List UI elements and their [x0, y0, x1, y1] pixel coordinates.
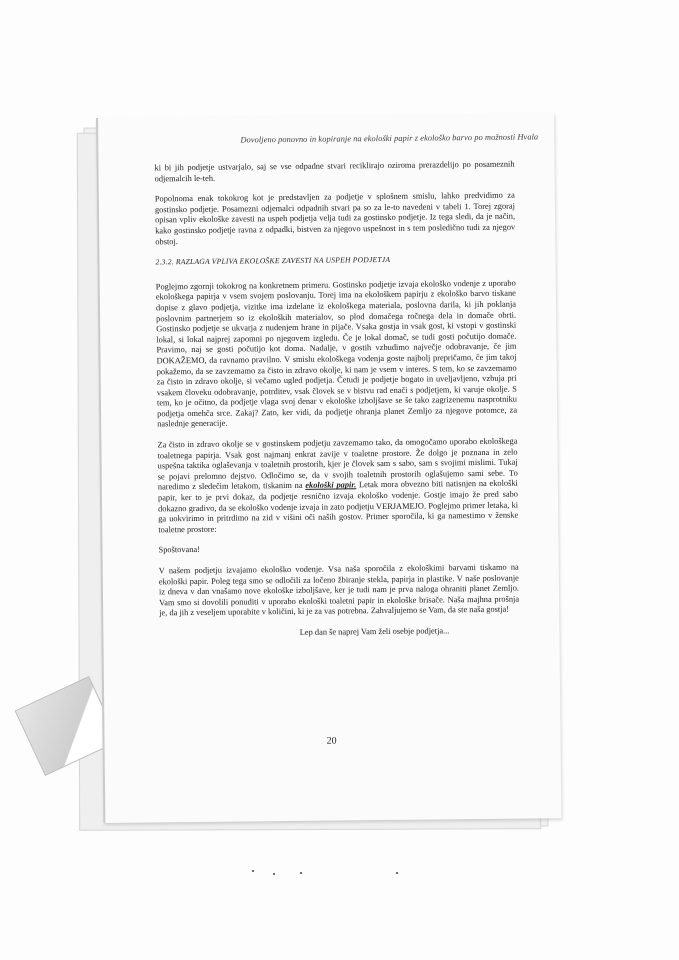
letter-body: V našem podjetju izvajamo ekološko vodenje. Vsa naša sporočila z ekološkimi barvami tiskamo na ekološki papir. Poleg tega smo se odločili za ločeno žbiranje stekla, papirja in plastike. V naše poslovanje iz dneva v dan vnašamo nove ekološke izboljšave, ker je tudi nam je prva naloga ohraniti planet Zemljo. Vam smo si dovolili ponuditi v uporabo ekološki toaletni papir in ekološke brisače. Naša majhna prošnja je, da jih z veseljem uporabite v količini, ki je za vas potrebna. Zahvaljujemo se Vam, da ste naša gostja!: [158, 562, 520, 618]
paragraph: Poglejmo zgornji tokokrog na konkretnem primeru. Gostinsko podjetje izvaja ekološko vodenje z uporabo ekološkega papirja v vsem svojem poslovanju. Torej ima na ekološkem papirju z ekološko barvo tiskane dopise z glavo podjetja, vizitke ima izdelane iz ekološkega materiala, poslovna darila, ki jih poklanja poslovnim partnerjem so iz ekoloških materialov, so plod domačega ročnega dela in domače obrti. Gostinsko podjetje se ukvarja z nudenjem hrane in pijače. Vsaka gostja in vsak gost, ki vstopi v gostinski lokal, si lokal najprej zapomni po njegovem izgledu. Če je lokal domač, se tudi gosti počutijo domače. Pravimo, naj se gosti počutijo kot doma. Nadalje, v gostih vzbudimo največje odobravanje, če jim DOKAŽEMO, da ravnamo pravilno. V smislu ekološkega vodenja goste najbolj prepričamo, če jim takoj pokažemo, da se zavzemamo za čisto in zdravo okolje, ki nam je vsem v interes. S tem, ko se zavzemamo za čisto in zdravo okolje, si večamo ugled podjetja. Četudi je podjetje bogato in uveljavljeno, vzbuja pri vsakem človeku odobravanje, potrditev, vsak človek se v bistvu rad enači s podjetjem, ki varuje okolje. S tem, ko je očitno, da podjetje vlaga svoj denar v ekološke izboljšave se še tako zagrizenemu nasprotniku podjetja omehča srce. Zakaj? Zato, ker vidi, da podjetje ohranja planet Zemljo za njegove potomce, za naslednje generacije.: [155, 278, 518, 429]
page-content: [154, 160, 519, 650]
text-span: Za čisto in zdravo okolje se v gostinskem podjetju zavzemamo tako, da omogočamo uporabo ekološkega toaletnega papirja. Vsak gost najmanj enkrat zavije v toaletne prostore. Že dolgo je poznana in zelo uspešna taktika oglaševanja v toaletnih prostorih, kjer je človek sam s sabo, sam s svojimi mislimi. Tukaj se pojavi prelomno dejstvo. Odločimo se, da v svojih toaletnih prostorih oglašujemo sami sebe. To naredimo z sledečim letakom, tiskanim na: [157, 436, 518, 492]
letter-signoff: Lep dan še naprej Vam želi osebje podjetja...: [299, 626, 450, 637]
running-header: Dovoljeno ponovno in kopiranje na ekološki papir z ekološko barvo po možnosti Hvala: [240, 132, 539, 145]
letter-greeting: Spoštovana!: [158, 545, 200, 555]
scan-speck: [300, 872, 302, 874]
scan-speck: [273, 873, 275, 875]
emphasized-text: ekološki papir.: [305, 480, 357, 491]
section-heading: 2.3.2. RAZLAGA VPLIVA EKOLOŠKE ZAVESTI NA USPEH PODJETJA: [155, 255, 391, 267]
scan-speck: [252, 870, 254, 872]
text-span: Letak mora obvezno biti natisnjen na ekološki papir, ker to je prvi dokaz, da podjetje resnično izvaja ekološko vodenje. Gostje imajo že pred sabo dokazno gradivo, da se ekološko vodenje izvaja in zato podjetju VERJAMEJO. Poglejmo primer letaka, ki ga uokvirimo in pritrdimo na zid v višini oči naših gostov. Primer sporočila, ki ga namestimo v ženske toaletne prostore:: [157, 479, 519, 535]
paragraph: ki bi jih podjetje ustvarjalo, saj se vse odpadne stvari reciklirajo oziroma prerazdelijo po posameznih odjemalcih le-teh.: [154, 159, 515, 183]
paragraph: Popolnoma enak tokokrog kot je predstavljen za podjetje v splošnem smislu, lahko predvidimo za gostinsko podjetje. Posamezni odjemalci odpadnih stvari pa so za le-to navedeni v tabeli 1. Torej zgoraj opisan vpliv ekološke zavesti na uspeh podjetja velja tudi za gostinsko podjetje. Iz tega sledi, da je način, kako gostinsko podjetje ravna z odpadki, bistven za njegovo uspešnost in s tem posledično tudi za njegov obstoj.: [154, 190, 516, 246]
page-number: 20: [326, 735, 337, 747]
paragraph-toilet-paper: [157, 437, 518, 536]
scan-speck: [396, 872, 398, 874]
document-page: [96, 113, 561, 823]
